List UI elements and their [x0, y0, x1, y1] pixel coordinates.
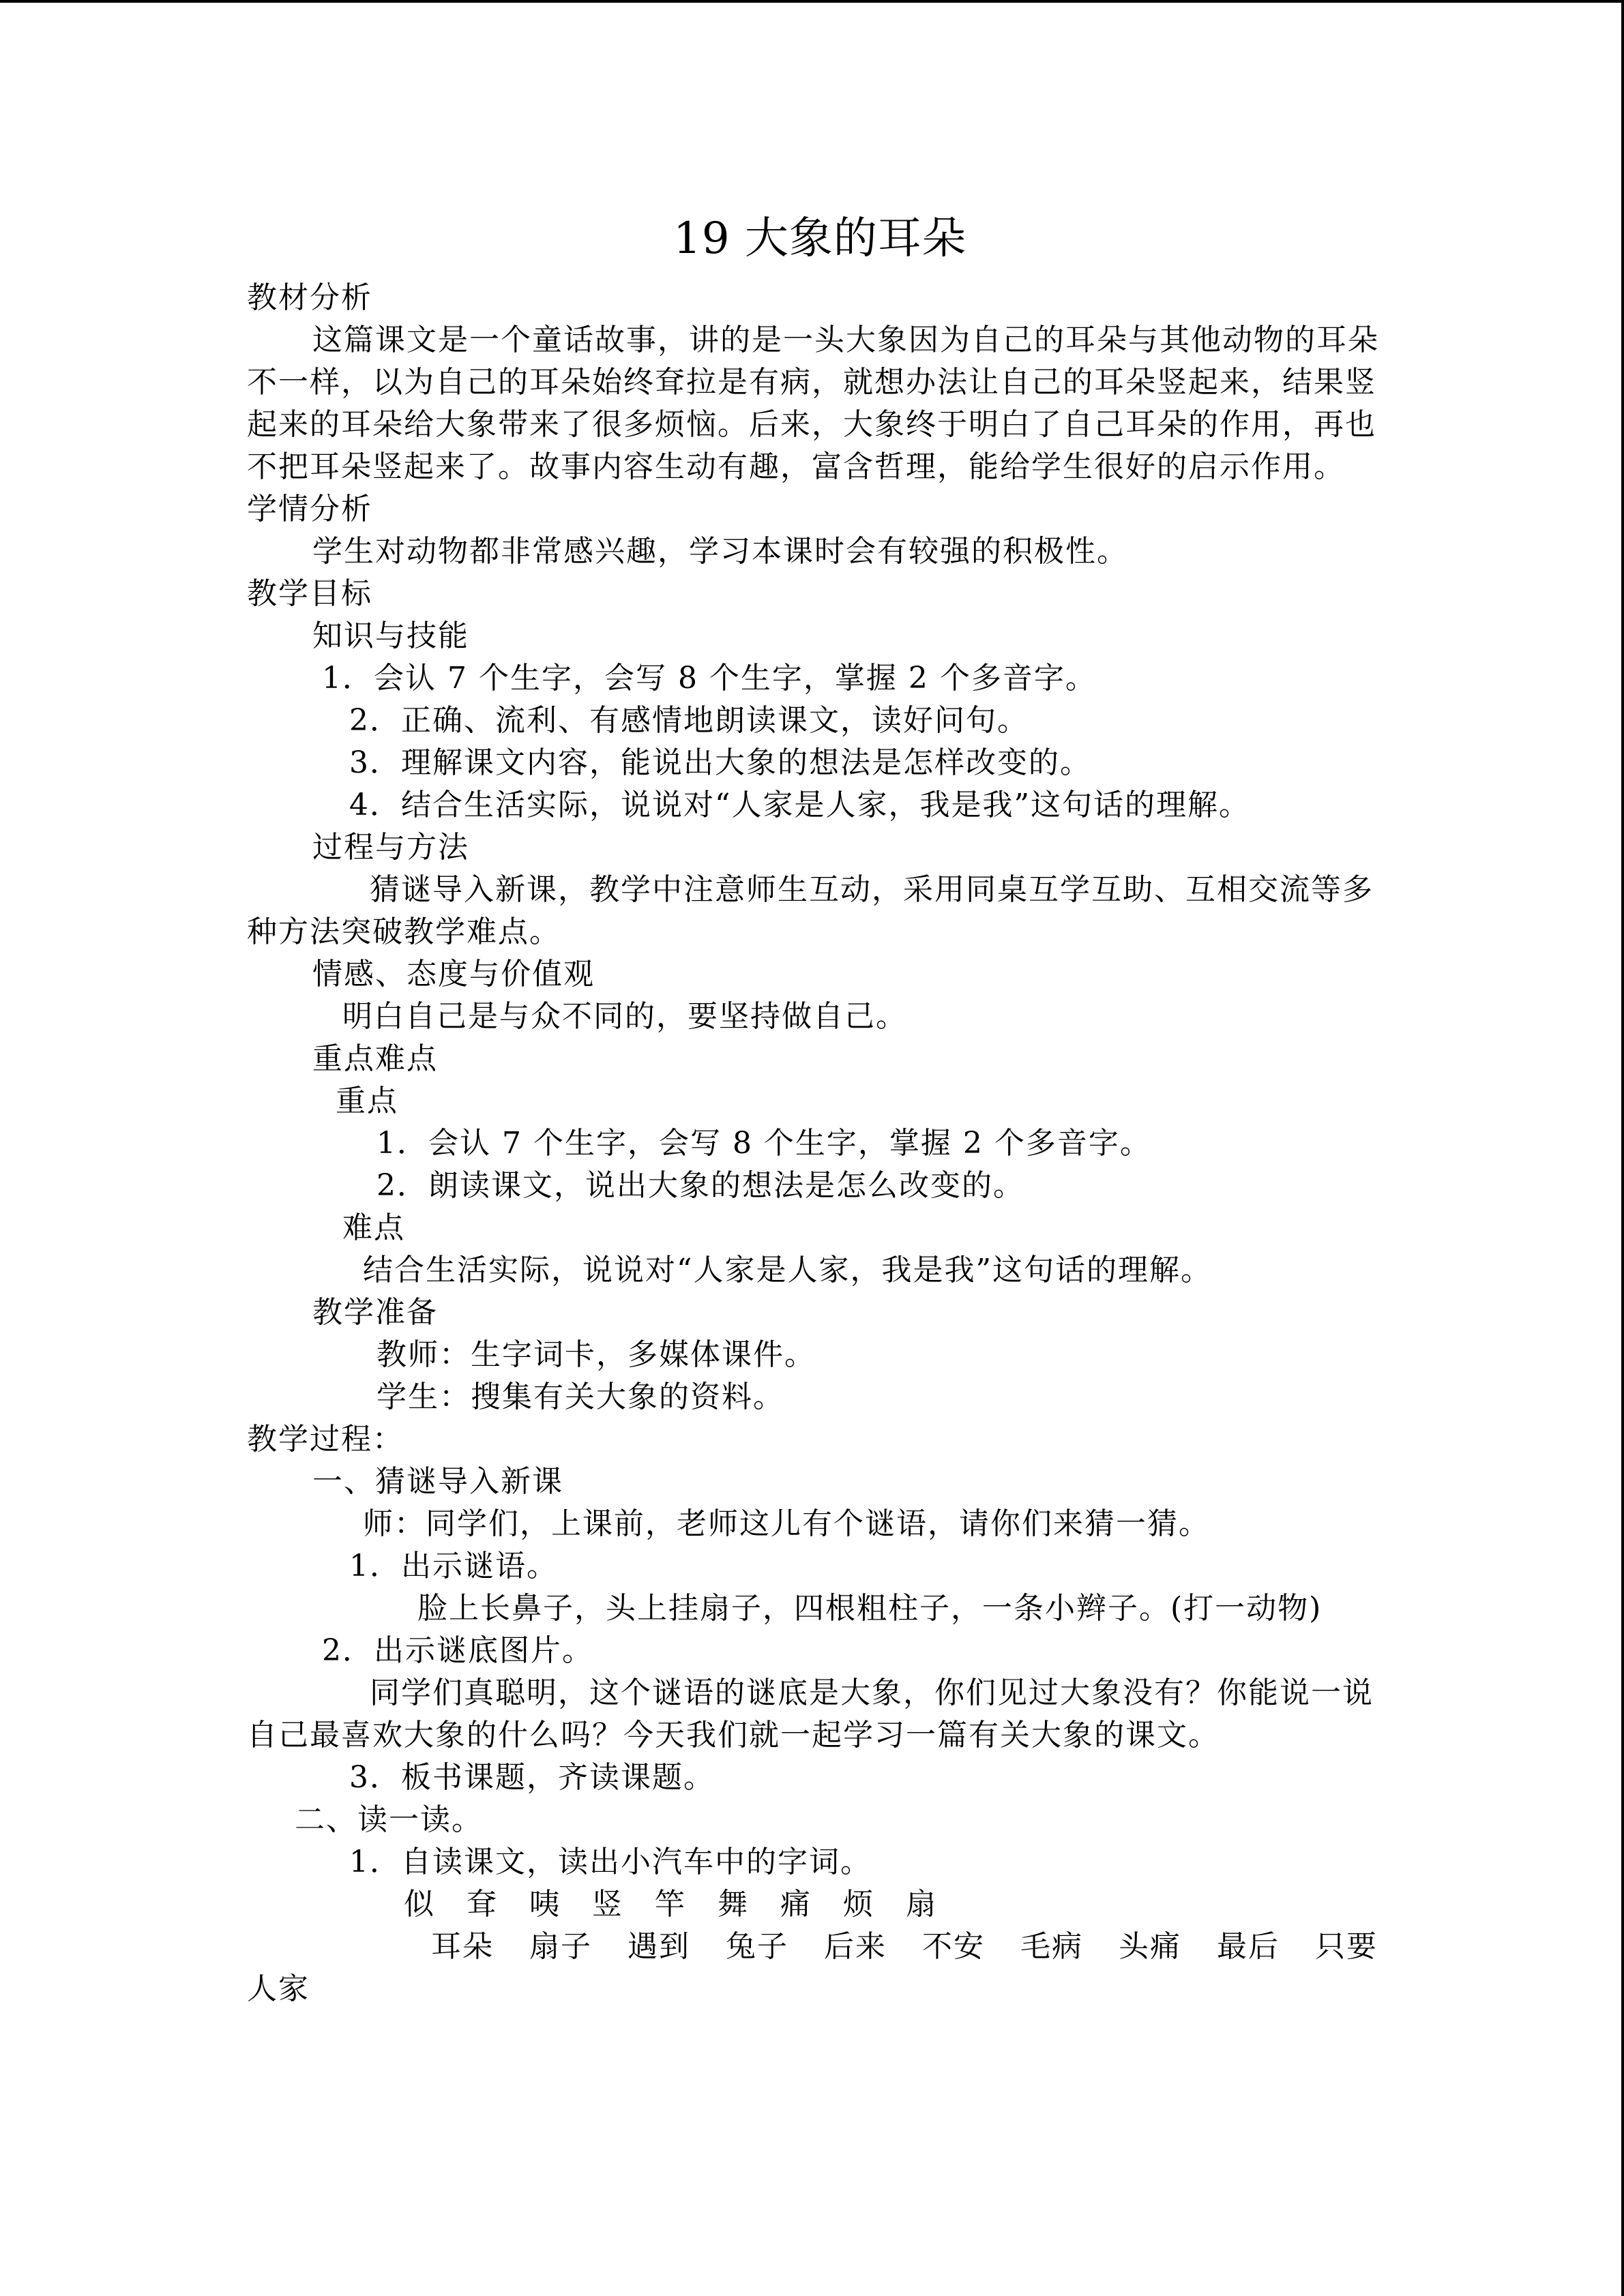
character: 耷: [467, 1887, 498, 1922]
word: 头痛: [1119, 1929, 1181, 1964]
word: 耳朵: [431, 1929, 494, 1964]
word: 扇子: [529, 1929, 592, 1964]
knowledge-item: 4．结合生活实际，说说对“人家是人家，我是我”这句话的理解。: [349, 788, 1250, 822]
keypoints-heading: 重点难点: [312, 1041, 438, 1076]
procedure-heading: 教学过程：: [247, 1422, 404, 1457]
character-list: [247, 1883, 1393, 1926]
difficult-text: 结合生活实际，说说对“人家是人家，我是我”这句话的理解。: [363, 1253, 1212, 1287]
character: 咦: [529, 1887, 561, 1922]
step1-answer: 同学们真聪明，这个谜语的谜底是大象，你们见过大象没有？你能说一说自己最喜欢大象的什么吗？今天我们就一起学习一篇有关大象的课文。: [247, 1675, 1374, 1753]
knowledge-item: 3．理解课文内容，能说出大象的想法是怎样改变的。: [349, 745, 1091, 780]
step1-heading: 一、猜谜导入新课: [312, 1464, 563, 1499]
key-heading: 重点: [336, 1084, 398, 1118]
word: 兔子: [726, 1929, 788, 1964]
process-text: 猜谜导入新课，教学中注意师生互动，采用同桌互学互助、互相交流等多种方法突破教学难点。: [247, 872, 1374, 949]
step2-item: 1．自读课文，读出小汽车中的字词。: [349, 1845, 872, 1879]
character: 烦: [843, 1887, 874, 1922]
document-page: [247, 205, 1393, 2010]
key-item: 2．朗读课文，说出大象的想法是怎么改变的。: [377, 1168, 1024, 1203]
character: 竿: [655, 1887, 686, 1922]
word-list: [247, 1926, 1393, 2010]
key-item: 1．会认 7 个生字，会写 8 个生字，掌握 2 个多音字。: [377, 1126, 1151, 1161]
step2-heading: 二、读一读。: [295, 1802, 483, 1837]
knowledge-item: 1．会认 7 个生字，会写 8 个生字，掌握 2 个多音字。: [322, 661, 1097, 696]
materials-text: 这篇课文是一个童话故事，讲的是一头大象因为自己的耳朵与其他动物的耳朵不一样，以为自己的耳朵始终耷拉是有病，就想办法让自己的耳朵竖起来，结果竖起来的耳朵给大象带来了很多烦恼。后来，大象终于明白了自己耳朵的作用，再也不把耳朵竖起来了。故事内容生动有趣，富含哲理，能给学生很好的启示作用。: [247, 323, 1379, 484]
step1-riddle: 脸上长鼻子，头上挂扇子，四根粗柱子，一条小辫子。(打一动物): [417, 1591, 1323, 1626]
process-heading: 过程与方法: [312, 830, 469, 865]
goals-heading: 教学目标: [247, 576, 372, 611]
word: 毛病: [1020, 1929, 1083, 1964]
step1-item: 1．出示谜语。: [349, 1549, 558, 1583]
step1-item: 3．板书课题，齐读课题。: [349, 1760, 715, 1795]
prep-teacher: 教师：生字词卡，多媒体课件。: [377, 1337, 816, 1372]
character: 扇: [906, 1887, 937, 1922]
word: 人家: [247, 1971, 310, 2006]
page-border-right: [1621, 0, 1624, 2296]
character: 似: [404, 1887, 435, 1922]
character: 痛: [780, 1887, 812, 1922]
knowledge-item: 2．正确、流利、有感情地朗读课文，读好问句。: [349, 703, 1029, 738]
word: 只要: [1315, 1929, 1378, 1964]
students-text: 学生对动物都非常感兴趣，学习本课时会有较强的积极性。: [312, 534, 1128, 569]
word: 不安: [922, 1929, 985, 1964]
students-heading: 学情分析: [247, 492, 372, 526]
step1-item: 2．出示谜底图片。: [322, 1633, 593, 1668]
word: 遇到: [628, 1929, 690, 1964]
word: 后来: [824, 1929, 887, 1964]
word: 最后: [1217, 1929, 1280, 1964]
page-border-top: [0, 0, 1624, 3]
knowledge-heading: 知识与技能: [312, 618, 469, 653]
emotion-text: 明白自己是与众不同的，要坚持做自己。: [342, 999, 907, 1034]
document-title: 19 大象的耳朵: [673, 213, 966, 264]
step1-intro: 师：同学们，上课前，老师这儿有个谜语，请你们来猜一猜。: [363, 1506, 1210, 1541]
character: 舞: [718, 1887, 749, 1922]
materials-heading: 教材分析: [247, 280, 372, 315]
character: 竖: [592, 1887, 623, 1922]
emotion-heading: 情感、态度与价值观: [312, 957, 595, 992]
prep-student: 学生：搜集有关大象的资料。: [377, 1380, 784, 1414]
prep-heading: 教学准备: [312, 1295, 438, 1330]
difficult-heading: 难点: [342, 1210, 405, 1245]
